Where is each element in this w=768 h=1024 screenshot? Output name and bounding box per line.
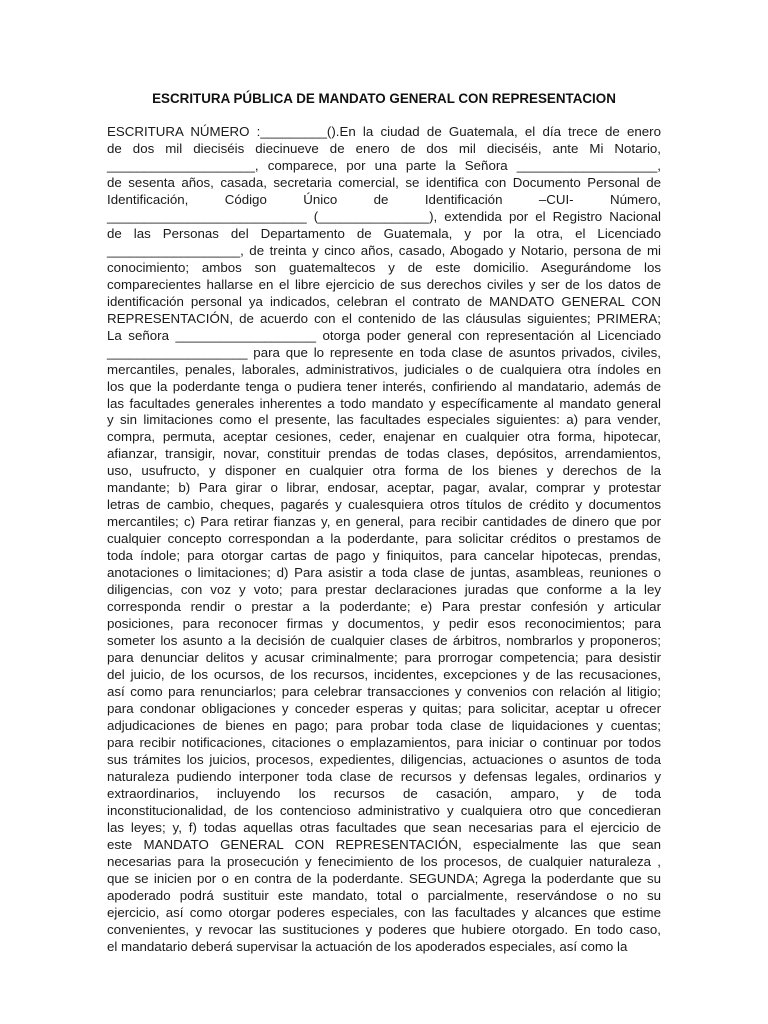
body-line: de sesenta años, casada, secretaria comercial, se identifica con Documento Personal de bbox=[107, 174, 661, 190]
body-line: para denunciar delitos y acusar criminalmente; para prorrogar competencia; para desistir bbox=[107, 650, 661, 666]
body-line: apoderado podrá sustituir este mandato, total o parcialmente, reservándose o no su bbox=[107, 887, 661, 903]
body-line: que se inicien por o en contra de la poderdante. SEGUNDA; Agrega la poderdante que su bbox=[107, 870, 661, 886]
body-line: ejercicio, así como otorgar poderes especiales, con las facultades y alcances que estime bbox=[107, 904, 661, 920]
body-line: ___________________________ (_______________), extendida por el Registro Nacional bbox=[107, 208, 661, 224]
body-line: para condonar obligaciones y conceder esperas y quitas; para solicitar, aceptar u ofrecer bbox=[107, 700, 661, 716]
body-line: Identificación, Código Único de Identificación –CUI- Número, bbox=[107, 191, 661, 207]
body-line: inconstitucionalidad, de los contencioso administrativo y cualquiera otro que concedieran bbox=[107, 802, 661, 818]
body-line: del juicio, de los ocursos, de los recursos, incidentes, excepciones y de las recusaciones, bbox=[107, 667, 661, 682]
body-line: las facultades generales inherentes a todo mandato y específicamente al mandato general bbox=[107, 395, 661, 411]
body-line: identificación personal ya indicados, celebran el contrato de MANDATO GENERAL CON bbox=[107, 293, 661, 309]
body-line: y sin limitaciones como el presente, las facultades especiales siguientes: a) para vender, bbox=[107, 412, 661, 428]
body-line: conocimiento; ambos son guatemaltecos y de este domicilio. Asegurándome los bbox=[107, 259, 661, 275]
body-line: de dos mil dieciséis diecinueve de enero de dos mil dieciséis, ante Mi Notario, bbox=[107, 140, 661, 156]
body-line: posiciones, para reconocer firmas y documentos, y pedir esos reconocimientos; para bbox=[107, 616, 661, 632]
body-line: ESCRITURA NÚMERO :_________().En la ciudad de Guatemala, el día trece de enero bbox=[107, 124, 661, 139]
body-line: compra, permuta, aceptar cesiones, ceder, enajenar en cualquier otra forma, hipotecar, bbox=[107, 429, 661, 445]
body-line: afianzar, transigir, novar, constituir prendas de todas clases, depósitos, arrendamientos, bbox=[107, 446, 661, 462]
body-line: anotaciones o limitaciones; d) Para asistir a toda clase de juntas, asambleas, reuniones o bbox=[107, 565, 661, 581]
body-line: extraordinarios, incluyendo los recursos de casación, amparo, y de toda bbox=[107, 785, 661, 801]
body-line: este MANDATO GENERAL CON REPRESENTACIÓN, especialmente las que sean bbox=[107, 836, 661, 852]
body-line: así como para renunciarlos; para celebrar transacciones y convenios con relación al litigio; bbox=[107, 683, 661, 699]
body-line: mandante; b) Para girar o librar, endosar, aceptar, pagar, avalar, comprar y protestar bbox=[107, 480, 661, 496]
body-line: convenientes, y revocar las sustituciones y poderes que hubiere otorgado. En todo caso, bbox=[107, 921, 661, 937]
body-line: toda índole; para otorgar cartas de pago y finiquitos, para cancelar hipotecas, prendas, bbox=[107, 548, 661, 564]
body-line: para recibir notificaciones, citaciones o emplazamientos, para iniciar o continuar por todos bbox=[107, 734, 661, 750]
body-line: ____________________, comparece, por una parte la Señora ___________________, bbox=[107, 157, 661, 173]
body-line: mercantiles; c) Para retirar fianzas y, en general, para recibir cantidades de dinero que por bbox=[107, 514, 661, 530]
body-line: someter los asunto a la decisión de cualquier clases de árbitros, nombrarlos y proponeros; bbox=[107, 633, 661, 649]
body-line: __________________, de treinta y cinco años, casado, Abogado y Notario, persona de mi bbox=[107, 242, 661, 258]
body-line: comparecientes hallarse en el libre ejercicio de sus derechos civiles y ser de los datos de bbox=[107, 276, 661, 292]
body-line: uso, usufructo, y disponer en cualquier otra forma de los bienes y derechos de la bbox=[107, 463, 661, 479]
body-line: cualquier concepto correspondan a la poderdante, para solicitar créditos o prestamos de bbox=[107, 531, 661, 547]
body-line: letras de cambio, cheques, pagarés y cualesquiera otros títulos de crédito y documentos bbox=[107, 497, 661, 513]
body-line: La señora ___________________ otorga poder general con representación al Licenciado bbox=[107, 327, 661, 343]
body-line: de las Personas del Departamento de Guatemala, y por la otra, el Licenciado bbox=[107, 225, 661, 241]
body-line: sus trámites los juicios, procesos, expedientes, diligencias, actuaciones o asuntos de toda bbox=[107, 751, 661, 767]
body-line: diligencias, con voz y voto; para prestar declaraciones juradas que conforme a la ley bbox=[107, 582, 661, 598]
document-title: ESCRITURA PÚBLICA DE MANDATO GENERAL CON REPRESENTACION bbox=[152, 91, 616, 106]
body-line: las leyes; y, f) todas aquellas otras facultades que sean necesarias para el ejercicio de bbox=[107, 819, 661, 835]
body-line: adjudicaciones de bienes en pago; para probar toda clase de liquidaciones y cuentas; bbox=[107, 717, 661, 733]
body-line: mercantiles, penales, laborales, administrativos, judiciales o de cualquiera otra índoles en bbox=[107, 361, 661, 377]
document-body bbox=[107, 124, 661, 955]
body-line: ___________________ para que lo represente en toda clase de asuntos privados, civiles, bbox=[107, 344, 661, 360]
body-line: el mandatario deberá supervisar la actuación de los apoderados especiales, así como la bbox=[107, 938, 628, 954]
body-line: REPRESENTACIÓN, de acuerdo con el contenido de las cláusulas siguientes; PRIMERA; bbox=[107, 310, 661, 326]
body-line: los que la poderdante tenga o pudiera tener interés, confiriendo al mandatario, además de bbox=[107, 378, 661, 394]
body-line: necesarias para la prosecución y fenecimiento de los procesos, de cualquier naturaleza , bbox=[107, 853, 661, 869]
body-line: corresponda rendir o prestar a la poderdante; e) Para prestar confesión y articular bbox=[107, 599, 661, 615]
body-line: naturaleza pudiendo interponer toda clase de recursos y defensas legales, ordinarios y bbox=[107, 768, 661, 784]
